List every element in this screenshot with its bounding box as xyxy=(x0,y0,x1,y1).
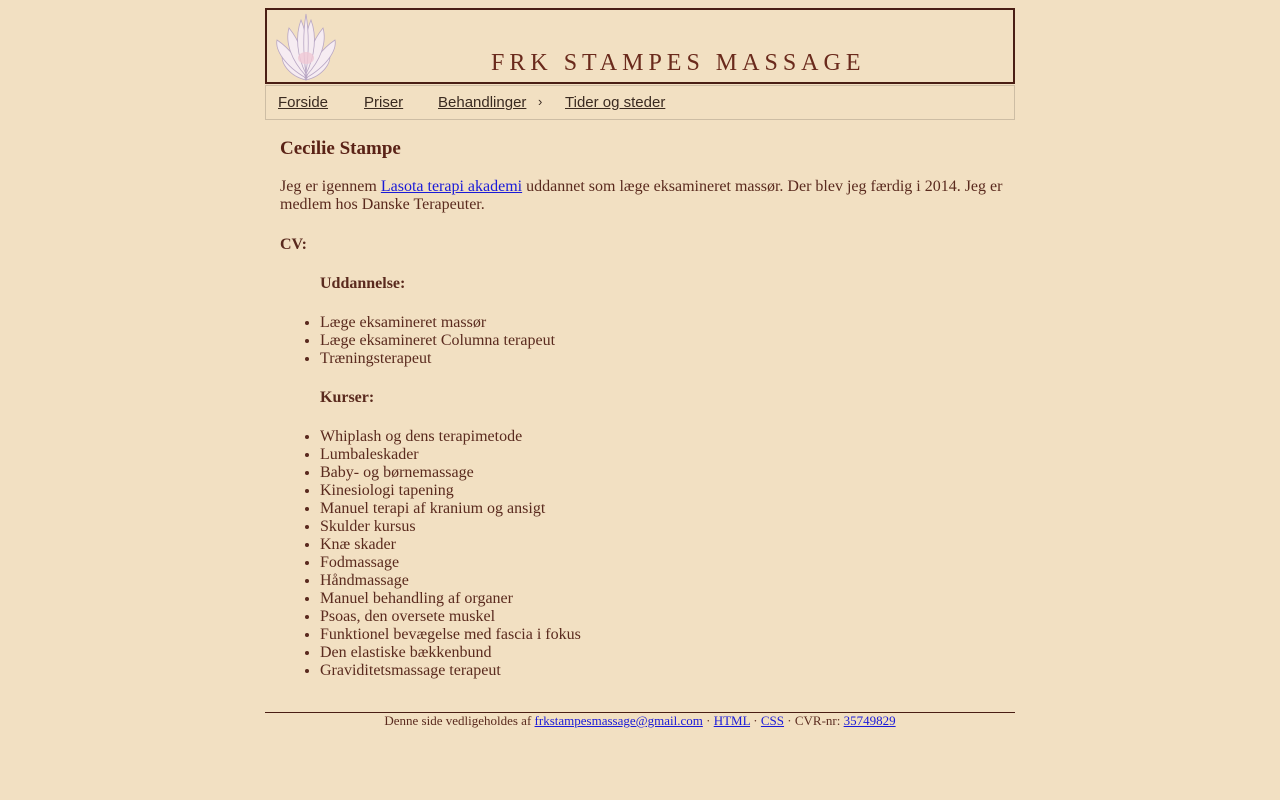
footer-separator: · xyxy=(750,713,761,728)
courses-heading: Kurser: xyxy=(320,389,375,406)
cv-heading: CV: xyxy=(280,236,307,253)
list-item: • Læge eksamineret massør xyxy=(320,314,1010,332)
site-title: FRK STAMPES MASSAGE xyxy=(491,50,866,76)
nav-item-tider-og-steder[interactable]: Tider og steder xyxy=(565,94,666,111)
education-list xyxy=(280,314,1010,368)
list-item: • Lumbaleskader xyxy=(320,446,1010,464)
footer-email-link[interactable]: frkstampesmassage@gmail.com xyxy=(534,713,703,728)
list-item: • Knæ skader xyxy=(320,536,1010,554)
footer-html-link[interactable]: HTML xyxy=(713,713,751,728)
list-item: • Den elastiske bækkenbund xyxy=(320,644,1010,662)
footer-cvr-label: CVR-nr: xyxy=(794,713,844,728)
footer-separator: · xyxy=(784,713,795,728)
list-item: • Psoas, den oversete muskel xyxy=(320,608,1010,626)
main-navigation xyxy=(265,85,1015,120)
list-item: • Funktionel bevægelse med fascia i fokus xyxy=(320,626,1010,644)
list-item: • Graviditetsmassage terapeut xyxy=(320,662,1010,680)
intro-paragraph xyxy=(280,178,1010,214)
list-item: • Læge eksamineret Columna terapeut xyxy=(320,332,1010,350)
footer-prefix: Denne side vedligeholdes af xyxy=(384,713,535,728)
nav-item-priser[interactable]: Priser xyxy=(364,94,404,111)
list-item: • Whiplash og dens terapimetode xyxy=(320,428,1010,446)
list-item: • Træningsterapeut xyxy=(320,350,1010,368)
page-footer xyxy=(265,713,1015,729)
list-item: • Håndmassage xyxy=(320,572,1010,590)
main-content xyxy=(280,138,1010,680)
list-item: • Skulder kursus xyxy=(320,518,1010,536)
lotus-flower-icon xyxy=(273,10,339,82)
submenu-arrow-icon: › xyxy=(538,94,543,109)
list-item: • Kinesiologi tapening xyxy=(320,482,1010,500)
intro-text-after: uddannet som læge eksamineret massør. Der blev jeg færdig i 2014. Jeg er medlem hos Danske Terapeuter. xyxy=(280,178,1003,213)
intro-text-before: Jeg er igennem xyxy=(280,178,381,195)
footer-cvr-link[interactable]: 35749829 xyxy=(843,713,896,728)
education-heading: Uddannelse: xyxy=(320,275,406,292)
list-item: • Manuel terapi af kranium og ansigt xyxy=(320,500,1010,518)
nav-item-behandlinger[interactable]: Behandlinger xyxy=(438,94,527,111)
page-title: Cecilie Stampe xyxy=(280,138,401,159)
footer-css-link[interactable]: CSS xyxy=(760,713,785,728)
site-header xyxy=(265,8,1015,84)
courses-list xyxy=(280,428,1010,680)
nav-item-forside[interactable]: Forside xyxy=(278,94,329,111)
lasota-link[interactable]: Lasota terapi akademi xyxy=(380,178,523,195)
list-item: • Manuel behandling af organer xyxy=(320,590,1010,608)
list-item: • Fodmassage xyxy=(320,554,1010,572)
list-item: • Baby- og børnemassage xyxy=(320,464,1010,482)
footer-separator: · xyxy=(702,713,714,728)
